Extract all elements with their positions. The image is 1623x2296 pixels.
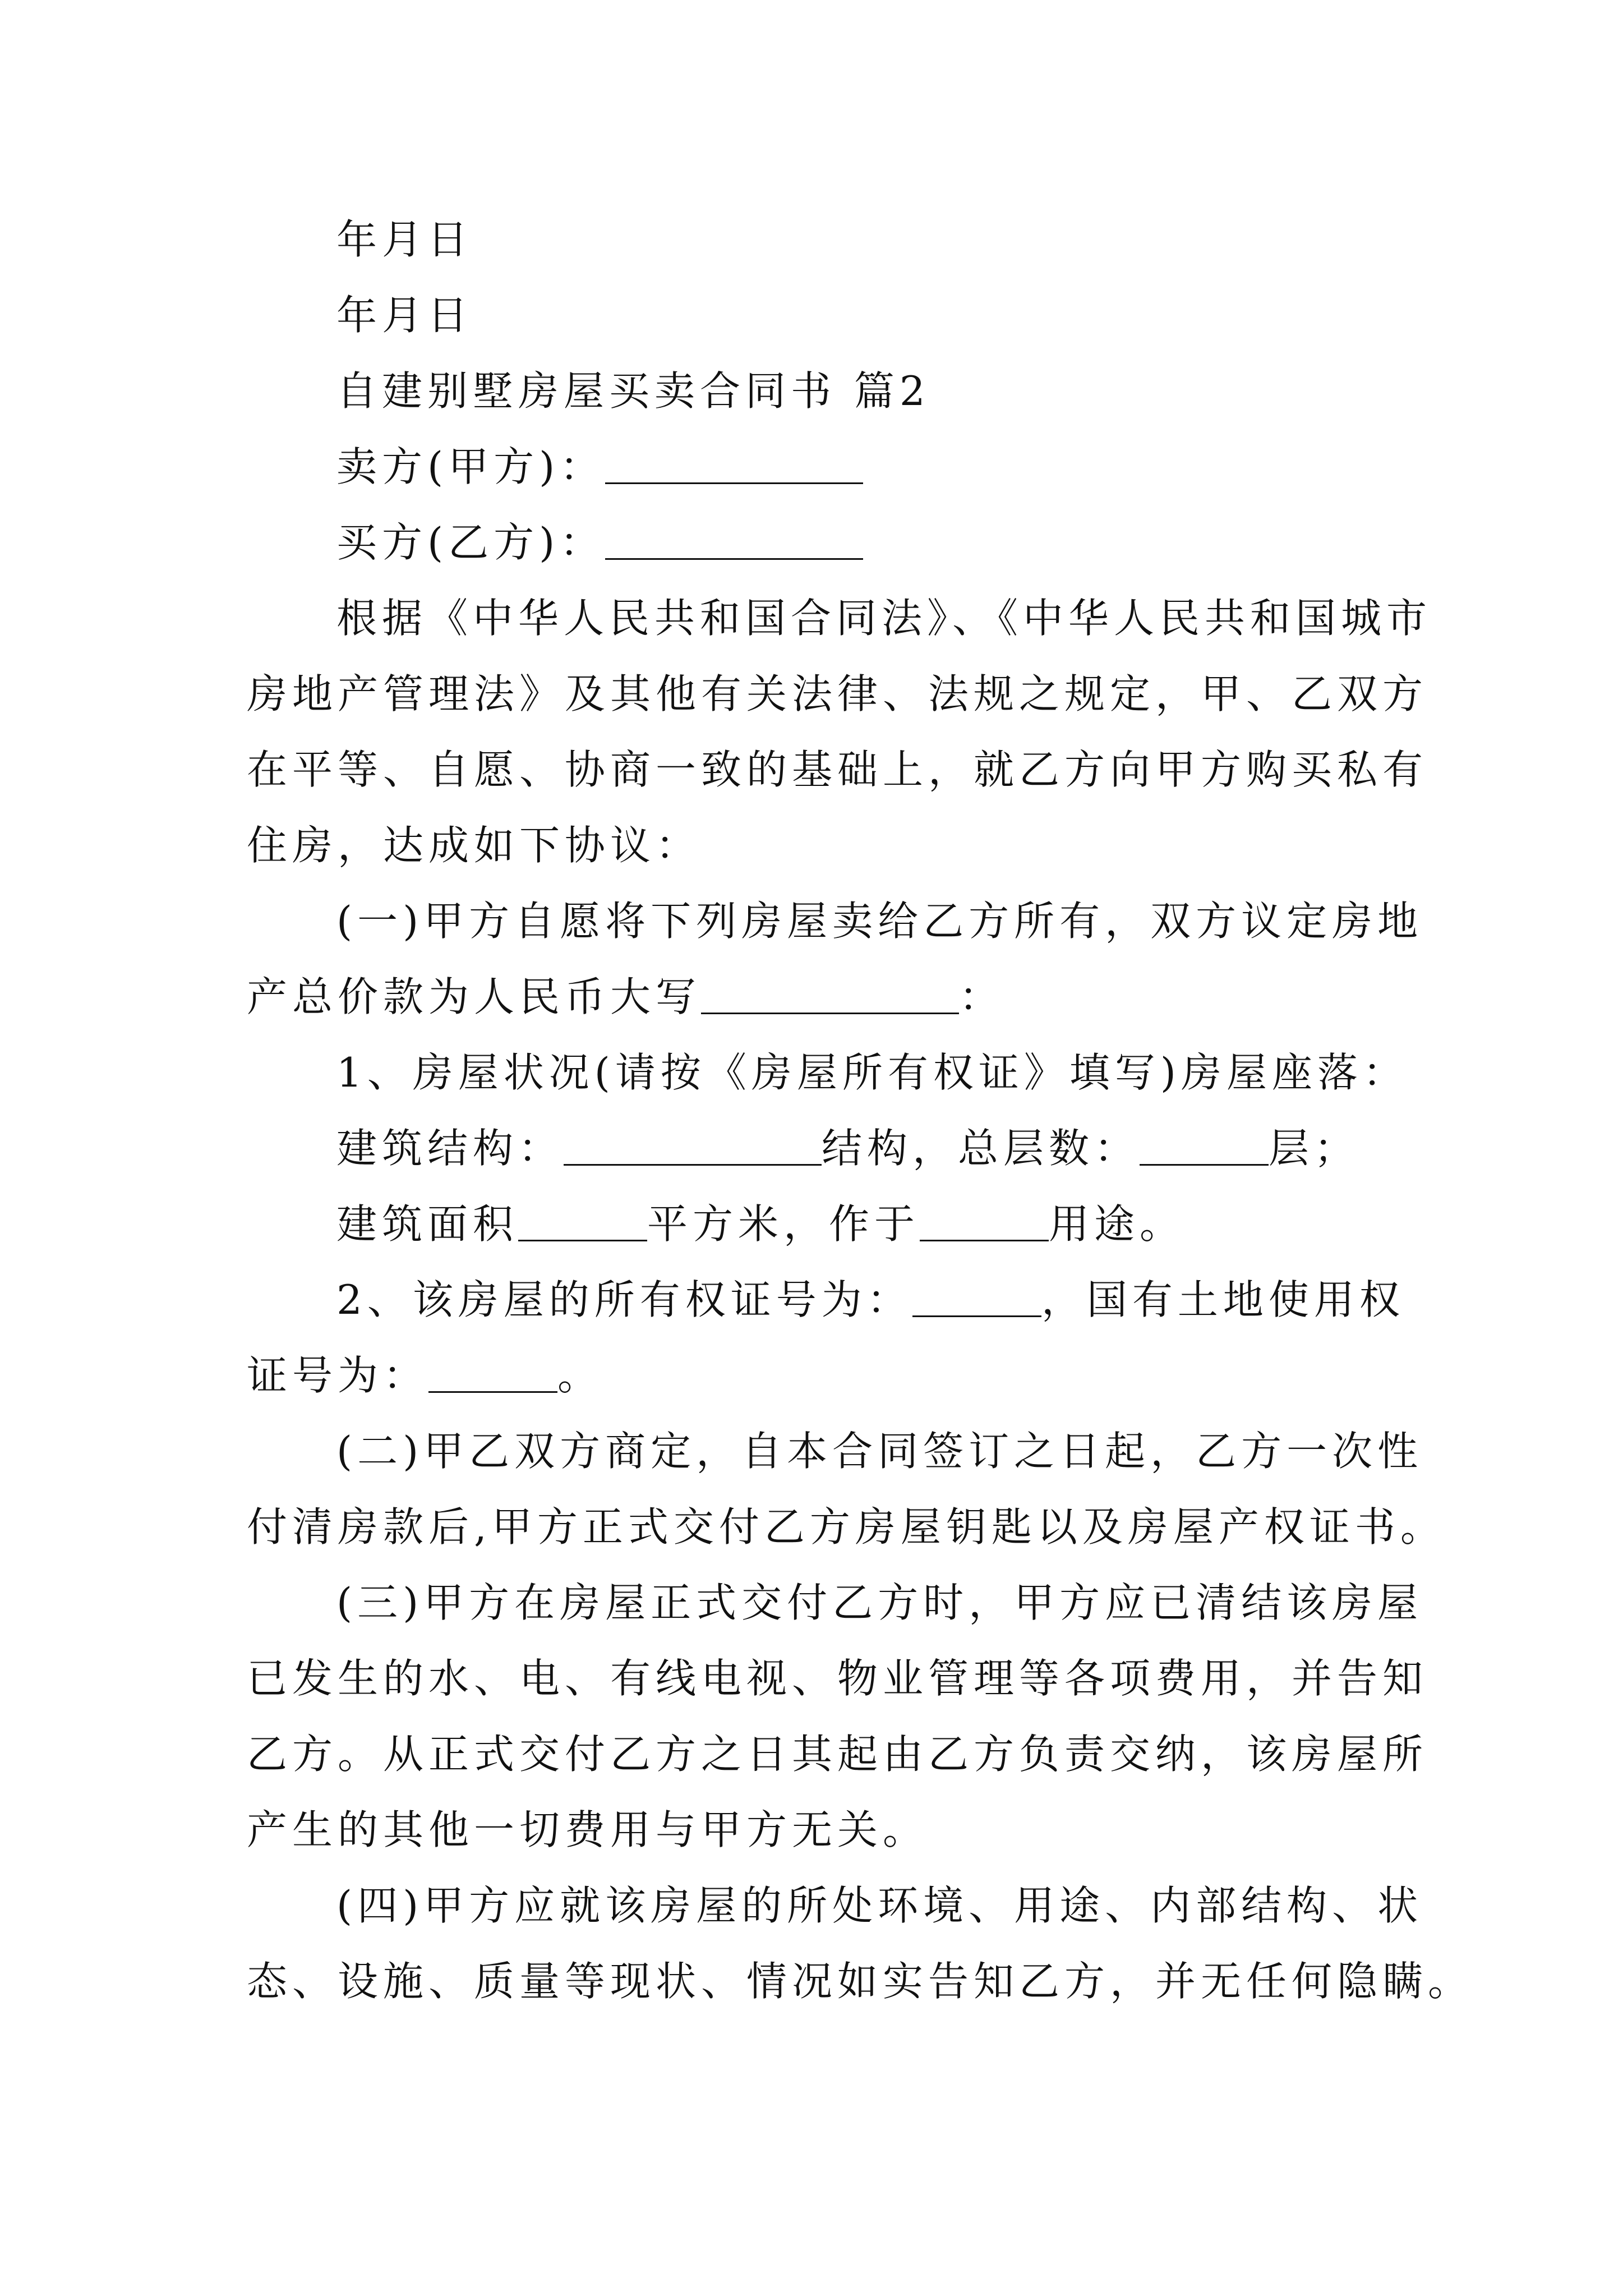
text: 用途。: [1049, 1200, 1186, 1248]
text: 2、该房屋的所有权证号为：: [336, 1276, 912, 1323]
text: 结构，总层数：: [822, 1125, 1140, 1172]
buyer-line: [247, 505, 1391, 581]
clause-2-line: [247, 1414, 1423, 1489]
price-blank: [701, 979, 959, 1014]
seller-blank: [605, 449, 863, 484]
area-blank: [518, 1206, 647, 1241]
clause-3-line: [247, 1641, 1428, 1717]
text: ：: [959, 973, 1005, 1020]
text: ，国有土地使用权: [1041, 1276, 1405, 1323]
text: 1、房屋状况(请按《房屋所有权证》填写)房屋座落：: [336, 1049, 1408, 1096]
text: 产生的其他一切费用与甲方无关。: [247, 1806, 929, 1853]
section-title-text: 自建别墅房屋买卖合同书 篇2: [336, 367, 930, 415]
buyer-label: 买方(乙方)：: [336, 519, 606, 566]
land-cert-blank: [428, 1358, 557, 1393]
paragraph-line: [247, 808, 1391, 884]
structure-blank: [564, 1130, 822, 1166]
text: 产总价款为人民币大写: [247, 973, 702, 1020]
date-text: 年月日: [336, 216, 473, 263]
text: 。: [557, 1352, 603, 1399]
clause-4-line: [247, 1868, 1423, 1944]
text: 已发生的水、电、有线电视、物业管理等各项费用，并告知: [247, 1655, 1428, 1702]
text: 建筑面积: [336, 1200, 519, 1248]
clause-3-line: [247, 1717, 1428, 1792]
text: 在平等、自愿、协商一致的基础上，就乙方向甲方购买私有: [247, 746, 1428, 793]
document-body: [247, 202, 1474, 2019]
clause-1-line: [247, 884, 1423, 959]
text: 证号为：: [247, 1352, 429, 1399]
clause-1-line: [247, 959, 1391, 1035]
text: 态、设施、质量等现状、情况如实告知乙方，并无任何隐瞒。: [247, 1958, 1474, 2005]
text: 层；: [1269, 1125, 1360, 1172]
text: 住房，达成如下协议：: [247, 822, 702, 869]
clause-4-line: [247, 1944, 1474, 2019]
text: (二)甲乙双方商定，自本合同签订之日起，乙方一次性: [336, 1428, 1423, 1475]
house-status-line: [247, 1035, 1408, 1111]
seller-line: [247, 429, 1391, 505]
buyer-blank: [605, 524, 863, 560]
text: (四)甲方应就该房屋的所处环境、用途、内部结构、状: [336, 1882, 1423, 1929]
structure-line: [247, 1111, 1391, 1186]
paragraph-line: [247, 581, 1432, 656]
date-line: [247, 202, 1391, 278]
clause-2-line: [247, 1489, 1446, 1565]
certificate-line: [247, 1338, 1391, 1414]
certificate-line: [247, 1262, 1405, 1338]
ownership-cert-blank: [912, 1282, 1041, 1317]
text: 乙方。从正式交付乙方之日其起由乙方负责交纳，该房屋所: [247, 1731, 1428, 1778]
section-title: [247, 353, 1391, 429]
paragraph-line: [247, 732, 1428, 808]
text: 房地产管理法》及其他有关法律、法规之规定，甲、乙双方: [247, 670, 1428, 717]
floors-blank: [1140, 1130, 1269, 1166]
clause-3-line: [247, 1792, 1391, 1868]
text: (三)甲方在房屋正式交付乙方时，甲方应已清结该房屋: [336, 1579, 1423, 1626]
text: 根据《中华人民共和国合同法》、《中华人民共和国城市: [336, 595, 1432, 642]
date-line: [247, 278, 1391, 353]
clause-3-line: [247, 1565, 1423, 1641]
seller-label: 卖方(甲方)：: [336, 443, 606, 490]
paragraph-line: [247, 656, 1428, 732]
text: 建筑结构：: [336, 1125, 564, 1172]
area-line: [247, 1186, 1391, 1262]
usage-blank: [920, 1206, 1049, 1241]
date-text: 年月日: [336, 292, 473, 339]
text: 平方米，作于: [647, 1200, 920, 1248]
text: 付清房款后,甲方正式交付乙方房屋钥匙以及房屋产权证书。: [247, 1503, 1446, 1550]
text: (一)甲方自愿将下列房屋卖给乙方所有，双方议定房地: [336, 898, 1423, 945]
